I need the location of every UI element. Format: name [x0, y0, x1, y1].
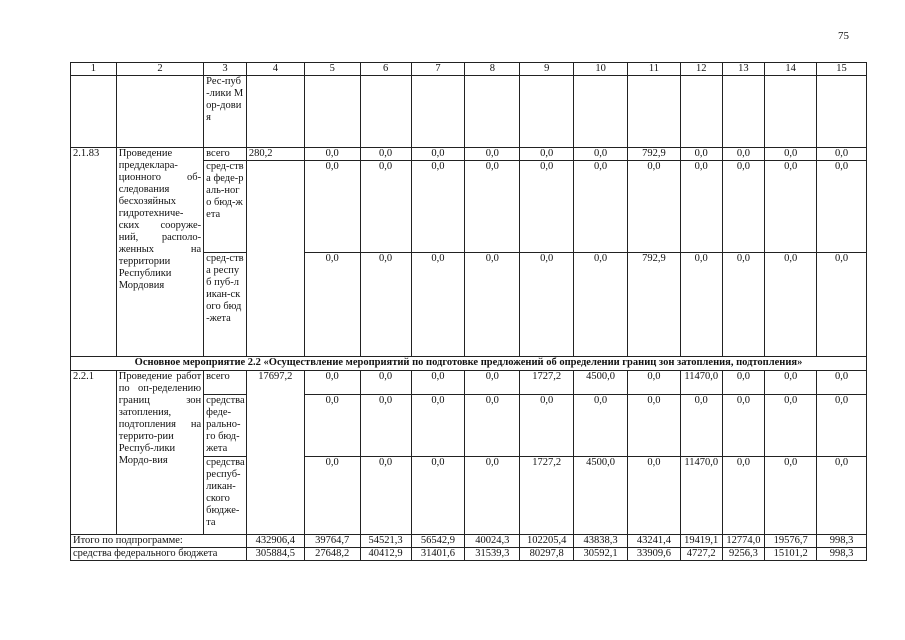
value-cell: 19576,7 — [765, 535, 817, 548]
value-cell: 0,0 — [817, 148, 867, 161]
item-name: Проведение работ по оп-ределению границ зон затопления, подтопления на террито-рии Респуб-лики Мордо-вия — [116, 371, 203, 535]
column-number: 7 — [411, 63, 465, 76]
column-number: 4 — [246, 63, 304, 76]
total-cell: 17697,2 — [246, 371, 304, 535]
column-number: 2 — [116, 63, 203, 76]
value-cell: 0,0 — [465, 253, 520, 357]
column-number: 12 — [680, 63, 722, 76]
value-cell: 12774,0 — [722, 535, 765, 548]
column-number: 15 — [817, 63, 867, 76]
value-cell: 80297,8 — [520, 548, 574, 561]
value-cell: 0,0 — [574, 148, 628, 161]
value-cell: 4727,2 — [680, 548, 722, 561]
value-cell: 0,0 — [304, 371, 360, 395]
value-cell: 0,0 — [722, 395, 765, 457]
value-cell: 27648,2 — [304, 548, 360, 561]
value-cell: 31401,6 — [411, 548, 465, 561]
value-cell: 0,0 — [465, 371, 520, 395]
item-code: 2.2.1 — [71, 371, 117, 535]
item-code: 2.1.83 — [71, 148, 117, 357]
value-cell: 0,0 — [680, 148, 722, 161]
value-cell: 0,0 — [817, 253, 867, 357]
value-cell: 0,0 — [465, 161, 520, 253]
value-cell: 0,0 — [765, 161, 817, 253]
value-cell: 0,0 — [411, 457, 465, 535]
value-cell: 0,0 — [628, 371, 681, 395]
federal-total-row — [71, 548, 867, 561]
value-cell: 432906,4 — [246, 535, 304, 548]
value-cell: 305884,5 — [246, 548, 304, 561]
value-cell: 0,0 — [360, 148, 411, 161]
value-cell: 0,0 — [360, 395, 411, 457]
value-cell: 0,0 — [360, 371, 411, 395]
value-cell: 0,0 — [722, 161, 765, 253]
value-cell: 0,0 — [722, 371, 765, 395]
value-cell: 102205,4 — [520, 535, 574, 548]
value-cell: 0,0 — [765, 148, 817, 161]
subprogram-total-row — [71, 535, 867, 548]
value-cell: 0,0 — [574, 161, 628, 253]
value-cell: 0,0 — [360, 253, 411, 357]
value-cell: 33909,6 — [628, 548, 681, 561]
value-cell: 9256,3 — [722, 548, 765, 561]
value-cell: 998,3 — [817, 548, 867, 561]
value-cell: 1727,2 — [520, 371, 574, 395]
value-cell: 0,0 — [722, 253, 765, 357]
column-number-row — [71, 63, 867, 76]
value-cell: 0,0 — [765, 253, 817, 357]
value-cell: 43838,3 — [574, 535, 628, 548]
value-cell: 54521,3 — [360, 535, 411, 548]
column-number: 5 — [304, 63, 360, 76]
value-cell: 4500,0 — [574, 371, 628, 395]
section-heading-row — [71, 357, 867, 371]
column-number: 9 — [520, 63, 574, 76]
value-cell: 39764,7 — [304, 535, 360, 548]
value-cell: 56542,9 — [411, 535, 465, 548]
source-label: средства феде-рально-го бюд-жета — [204, 395, 247, 457]
table-row — [71, 148, 867, 161]
value-cell: 792,9 — [628, 253, 681, 357]
value-cell: 0,0 — [520, 161, 574, 253]
column-number: 3 — [204, 63, 247, 76]
value-cell: 0,0 — [680, 161, 722, 253]
column-number: 10 — [574, 63, 628, 76]
value-cell: 0,0 — [628, 161, 681, 253]
value-cell: 0,0 — [411, 371, 465, 395]
value-cell: 30592,1 — [574, 548, 628, 561]
value-cell: 0,0 — [722, 457, 765, 535]
value-cell: 43241,4 — [628, 535, 681, 548]
value-cell: 0,0 — [817, 371, 867, 395]
value-cell: 0,0 — [411, 161, 465, 253]
value-cell: 19419,1 — [680, 535, 722, 548]
value-cell: 0,0 — [360, 457, 411, 535]
value-cell: 0,0 — [765, 457, 817, 535]
column-number: 14 — [765, 63, 817, 76]
column-number: 1 — [71, 63, 117, 76]
value-cell: 0,0 — [304, 253, 360, 357]
value-cell: 0,0 — [817, 161, 867, 253]
continuation-row — [71, 76, 867, 148]
value-cell: 4500,0 — [574, 457, 628, 535]
total-cell: 280,2 — [246, 148, 304, 161]
column-number: 11 — [628, 63, 681, 76]
value-cell: 0,0 — [574, 395, 628, 457]
value-cell: 0,0 — [304, 148, 360, 161]
page-number: 75 — [838, 30, 849, 42]
value-cell: 0,0 — [628, 457, 681, 535]
source-label: всего — [204, 371, 247, 395]
value-cell: 998,3 — [817, 535, 867, 548]
value-cell: 0,0 — [520, 148, 574, 161]
value-cell: 0,0 — [722, 148, 765, 161]
source-label: сред-ства феде-раль-ного бюд-жета — [204, 161, 247, 253]
value-cell: 0,0 — [304, 161, 360, 253]
value-cell: 40412,9 — [360, 548, 411, 561]
value-cell: 11470,0 — [680, 371, 722, 395]
value-cell: 0,0 — [628, 395, 681, 457]
column-number: 6 — [360, 63, 411, 76]
value-cell: 0,0 — [465, 457, 520, 535]
value-cell: 0,0 — [680, 253, 722, 357]
value-cell: 31539,3 — [465, 548, 520, 561]
item-name: Проведение преддеклара-ционного об-следования бесхозяйных гидротехниче-ских сооруже-ний, располо-женных на территории Республики Мордовия — [116, 148, 203, 357]
value-cell: 0,0 — [411, 253, 465, 357]
column-number: 13 — [722, 63, 765, 76]
total-label: средства федерального бюджета — [71, 548, 247, 561]
value-cell: 0,0 — [465, 148, 520, 161]
value-cell: 0,0 — [411, 395, 465, 457]
value-cell: 0,0 — [360, 161, 411, 253]
value-cell: 0,0 — [574, 253, 628, 357]
value-cell: 11470,0 — [680, 457, 722, 535]
value-cell: 0,0 — [817, 457, 867, 535]
value-cell: 0,0 — [817, 395, 867, 457]
source-label: средства респуб-ликан-ского бюдже-та — [204, 457, 247, 535]
source-label: всего — [204, 148, 247, 161]
value-cell: 0,0 — [520, 253, 574, 357]
value-cell: 0,0 — [304, 457, 360, 535]
section-heading: Основное мероприятие 2.2 «Осуществление мероприятий по подготовке предложений об определении границ зон затопления, подтопления» — [71, 357, 867, 371]
value-cell: 1727,2 — [520, 457, 574, 535]
value-cell: 0,0 — [765, 395, 817, 457]
value-cell: 792,9 — [628, 148, 681, 161]
value-cell: 0,0 — [465, 395, 520, 457]
value-cell: 40024,3 — [465, 535, 520, 548]
source-label: Рес-пуб-лики Мор-довия — [204, 76, 247, 148]
value-cell: 0,0 — [520, 395, 574, 457]
value-cell: 0,0 — [304, 395, 360, 457]
value-cell: 0,0 — [680, 395, 722, 457]
value-cell: 0,0 — [765, 371, 817, 395]
budget-table — [70, 62, 867, 561]
source-label: сред-ства респуб пуб-ликан-ского бюд-жета — [204, 253, 247, 357]
total-label: Итого по подпрограмме: — [71, 535, 247, 548]
column-number: 8 — [465, 63, 520, 76]
value-cell: 15101,2 — [765, 548, 817, 561]
table-row — [71, 371, 867, 395]
value-cell: 0,0 — [411, 148, 465, 161]
